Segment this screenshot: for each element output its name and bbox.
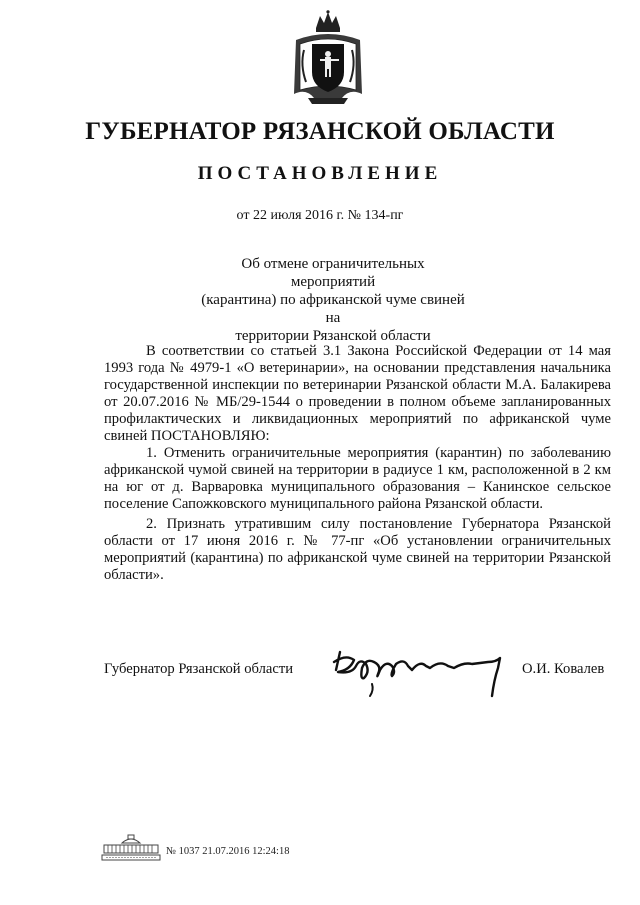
registration-stamp: № 1037 21.07.2016 12:24:18: [166, 846, 290, 857]
subject-line: Об отмене ограничительных мероприятий: [241, 256, 425, 290]
document-body: [104, 343, 611, 584]
document-type: ПОСТАНОВЛЕНИЕ: [197, 163, 443, 184]
signatory-name: О.И. Ковалев: [522, 661, 605, 677]
handwritten-signature: [330, 640, 510, 700]
document-date-number: от 22 июля 2016 г. № 134-пг: [236, 208, 404, 223]
org-title: ГУБЕРНАТОР РЯЗАНСКОЙ ОБЛАСТИ: [85, 118, 555, 145]
subject-line: территории Рязанской области: [235, 328, 431, 344]
signatory-position: Губернатор Рязанской области: [104, 661, 294, 677]
item-paragraph-1: 1. Отменить ограничительные мероприятия (карантин) по заболеванию африканской чумой свиней на территории в радиусе 1 км, расположенной в 2 км на юг от д. Варваровка муниципального образования – Канинское сельское поселение Сапожковского муниципального района Рязанской области.: [104, 445, 611, 512]
building-icon: [100, 833, 162, 863]
document-subject: [200, 255, 466, 345]
subject-line: (карантина) по африканской чуме свиней на: [201, 292, 465, 326]
preamble-paragraph: В соответствии со статьей 3.1 Закона Российской Федерации от 14 мая 1993 года № 4979-1 «О ветеринарии», на основании представления начальника государственной инспекции по ветеринарии Рязанской области М.А. Балакирева от 20.07.2016 № МБ/29-1544 о проведении в полном объеме запланированных профилактических и ликвидационных мероприятий по африканской чуме свиней ПОСТАНОВЛЯЮ:: [104, 343, 611, 444]
coat-of-arms-icon: [290, 10, 366, 106]
item-paragraph-2: 2. Признать утратившим силу постановление Губернатора Рязанской области от 17 июня 2016 г. № 77-пг «Об установлении ограничительных мероприятий (карантина) по африканской чуме свиней на территории Рязанской области».: [104, 516, 611, 583]
